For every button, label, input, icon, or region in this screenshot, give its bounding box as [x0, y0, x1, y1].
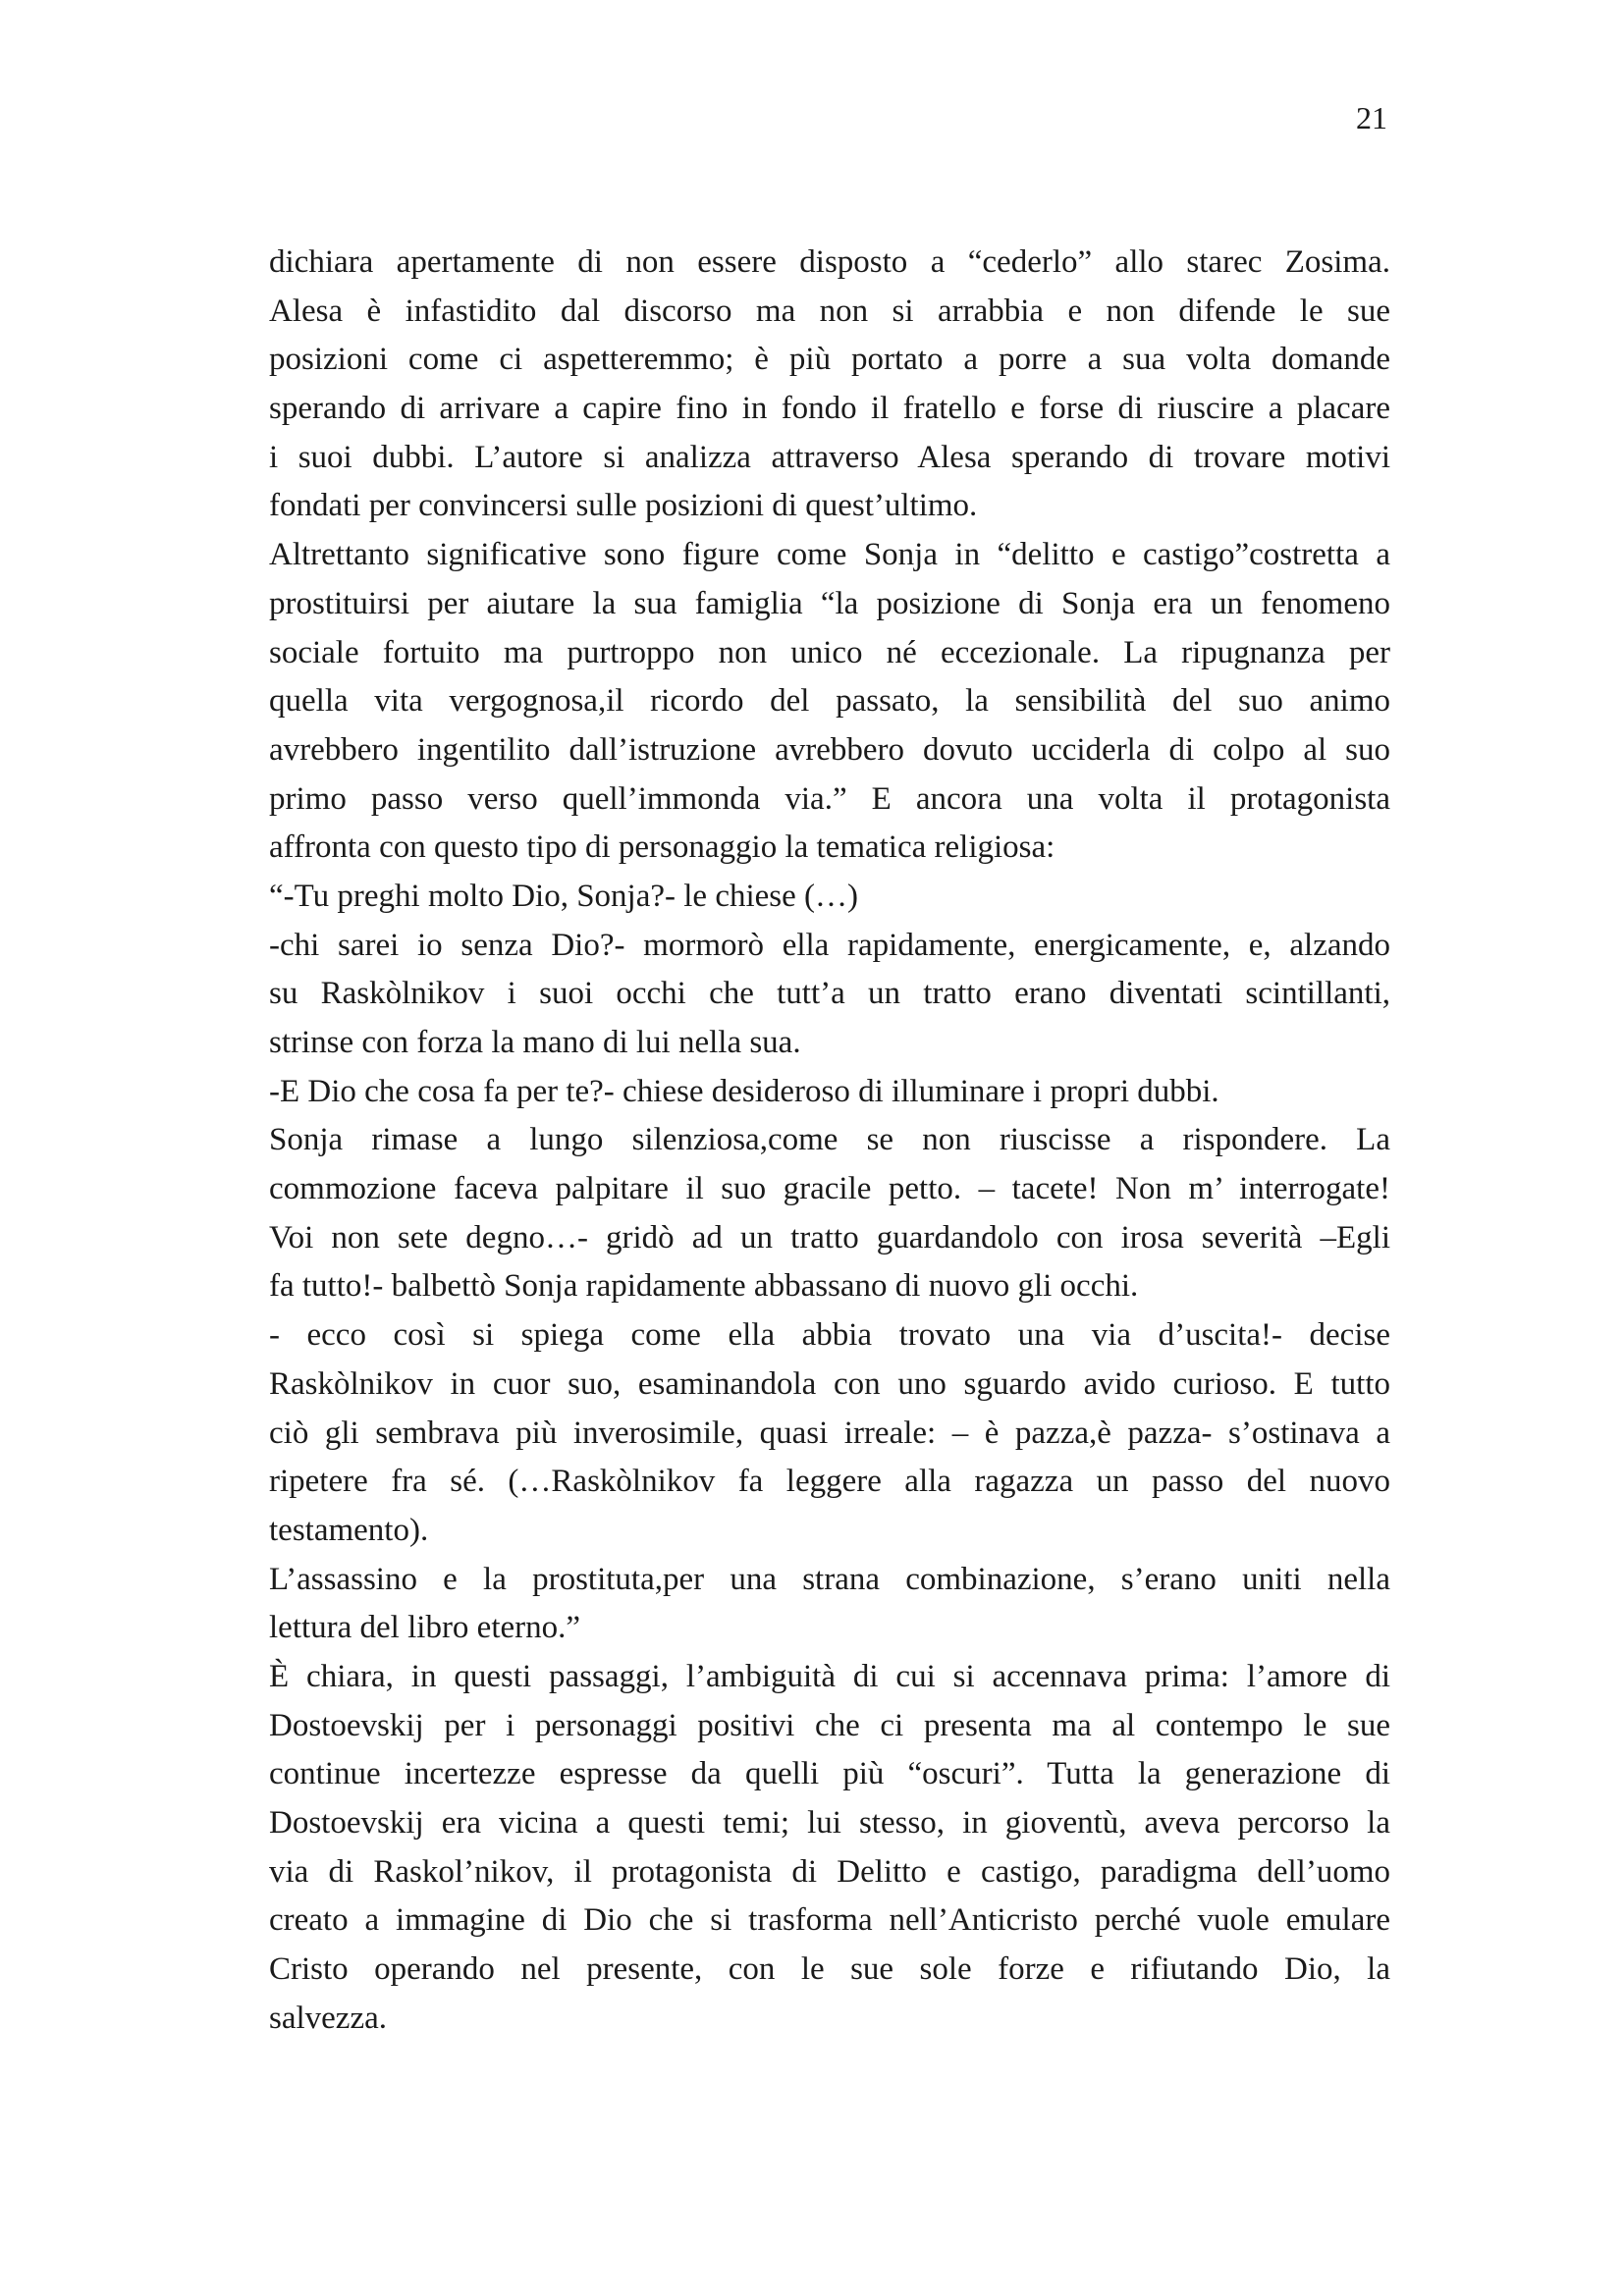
text-line: continue incertezze espresse da quelli più “oscuri”. Tutta la generazione di — [269, 1756, 1390, 1792]
text-line: Sonja rimase a lungo silenziosa,come se non riuscisse a rispondere. La — [269, 1122, 1390, 1158]
text-line: avrebbero ingentilito dall’istruzione avrebbero dovuto ucciderla di colpo al suo — [269, 731, 1390, 768]
text-line: - ecco così si spiega come ella abbia trovato una via d’uscita!- decise — [269, 1317, 1390, 1354]
text-line: testamento). — [269, 1512, 429, 1548]
text-line: salvezza. — [269, 2000, 387, 2036]
text-line: sociale fortuito ma purtroppo non unico né eccezionale. La ripugnanza per — [269, 634, 1390, 670]
text-line: L’assassino e la prostituta,per una strana combinazione, s’erano uniti nella — [269, 1561, 1390, 1597]
text-line: posizioni come ci aspetteremmo; è più portato a porre a sua volta domande — [269, 342, 1390, 378]
text-line: ciò gli sembrava più inverosimile, quasi irreale: – è pazza,è pazza- s’ostinava a — [269, 1415, 1390, 1451]
text-line: -E Dio che cosa fa per te?- chiese desideroso di illuminare i propri dubbi. — [269, 1073, 1219, 1109]
text-line: È chiara, in questi passaggi, l’ambiguità di cui si accennava prima: l’amore di — [269, 1658, 1390, 1694]
text-line: ripetere fra sé. (…Raskòlnikov fa leggere alla ragazza un passo del nuovo — [269, 1464, 1390, 1500]
body-text — [269, 239, 1390, 2043]
text-line: creato a immagine di Dio che si trasforma nell’Anticristo perché vuole emulare — [269, 1902, 1390, 1939]
text-line: fa tutto!- balbettò Sonja rapidamente abbassano di nuovo gli occhi. — [269, 1268, 1139, 1305]
text-line: i suoi dubbi. L’autore si analizza attraverso Alesa sperando di trovare motivi — [269, 439, 1390, 475]
text-line: fondati per convincersi sulle posizioni di quest’ultimo. — [269, 488, 978, 524]
text-line: su Raskòlnikov i suoi occhi che tutt’a un tratto erano diventati scintillanti, — [269, 976, 1390, 1012]
text-line: lettura del libro eterno.” — [269, 1610, 581, 1646]
text-line: “-Tu preghi molto Dio, Sonja?- le chiese (…) — [269, 878, 858, 914]
text-line: via di Raskol’nikov, il protagonista di Delitto e castigo, paradigma dell’uomo — [269, 1853, 1390, 1890]
text-line: Altrettanto significative sono figure come Sonja in “delitto e castigo”costretta a — [269, 537, 1390, 573]
text-line: Raskòlnikov in cuor suo, esaminandola con uno sguardo avido curioso. E tutto — [269, 1365, 1390, 1402]
text-line: sperando di arrivare a capire fino in fondo il fratello e forse di riuscire a placare — [269, 391, 1390, 427]
text-line: dichiara apertamente di non essere disposto a “cederlo” allo starec Zosima. — [269, 244, 1390, 280]
text-line: commozione faceva palpitare il suo gracile petto. – tacete! Non m’ interrogate! — [269, 1171, 1390, 1207]
text-line: Alesa è infastidito dal discorso ma non si arrabbia e non difende le sue — [269, 293, 1390, 329]
text-line: affronta con questo tipo di personaggio la tematica religiosa: — [269, 829, 1055, 866]
text-line: quella vita vergognosa,il ricordo del passato, la sensibilità del suo animo — [269, 683, 1390, 720]
text-line: strinse con forza la mano di lui nella sua. — [269, 1025, 801, 1060]
text-line: primo passo verso quell’immonda via.” E ancora una volta il protagonista — [269, 780, 1390, 817]
text-line: Dostoevskij per i personaggi positivi che ci presenta ma al contempo le sue — [269, 1707, 1390, 1743]
text-line: Voi non sete degno…- gridò ad un tratto guardandolo con irosa severità –Egli — [269, 1219, 1390, 1255]
text-line: -chi sarei io senza Dio?- mormorò ella rapidamente, energicamente, e, alzando — [269, 927, 1390, 963]
page-number: 21 — [1356, 100, 1387, 135]
text-line: prostituirsi per aiutare la sua famiglia “la posizione di Sonja era un fenomeno — [269, 585, 1390, 621]
text-line: Cristo operando nel presente, con le sue sole forze e rifiutando Dio, la — [269, 1951, 1390, 1988]
text-line: Dostoevskij era vicina a questi temi; lui stesso, in gioventù, aveva percorso la — [269, 1805, 1390, 1841]
